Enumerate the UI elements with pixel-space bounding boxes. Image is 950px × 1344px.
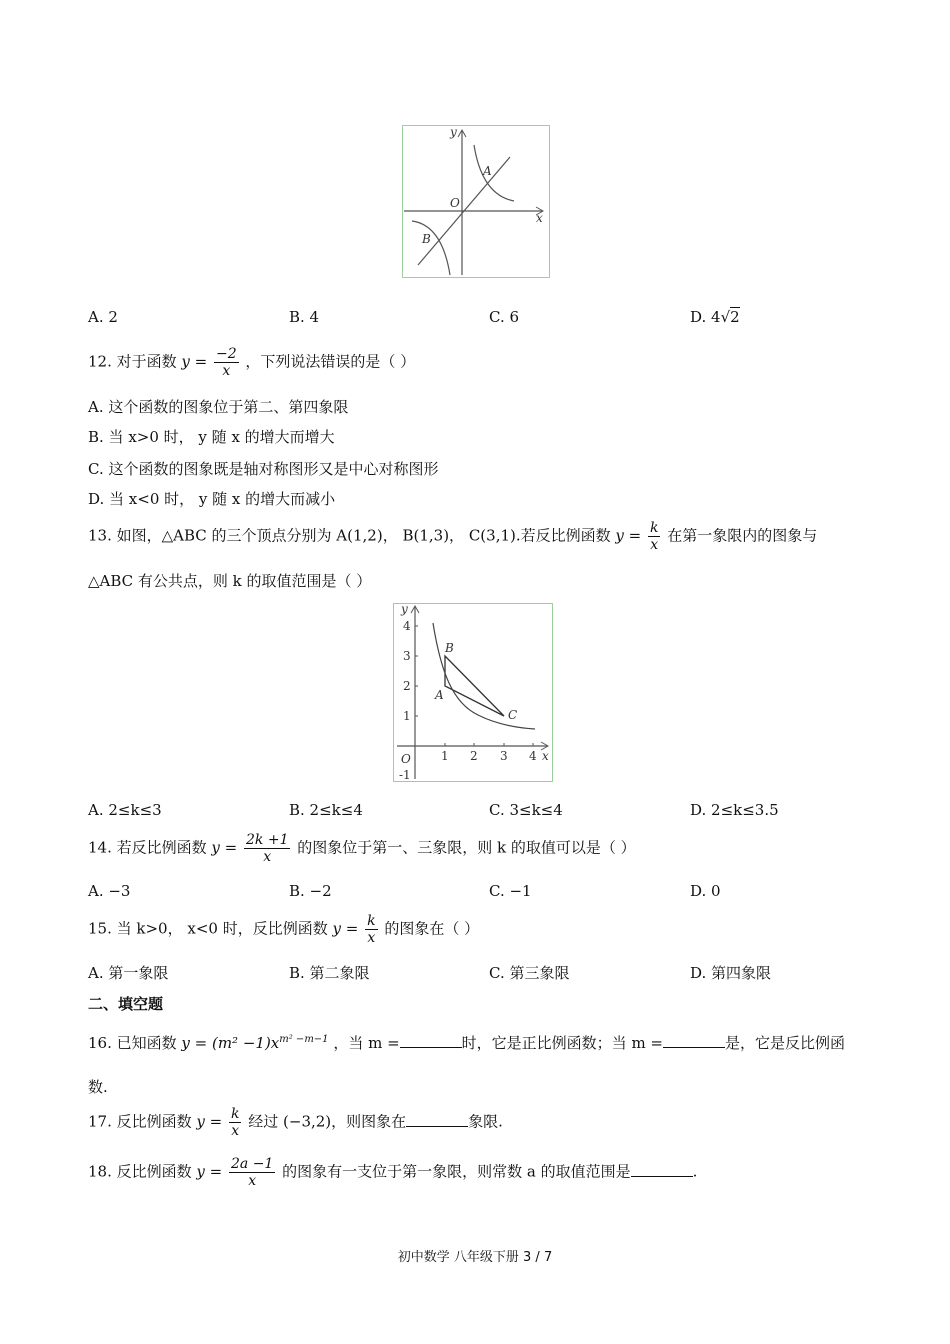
y-tick-label-4: 4 [403,619,411,633]
q13-numerator: k [650,520,659,536]
q12-prefix: 12. 对于函数 [88,352,177,371]
y-tick-label-2: 2 [403,679,411,693]
q17-fraction [229,1106,241,1139]
q17-mid: 经过 (−3,2)，则图象在 [248,1112,407,1131]
point-a-label: A [435,688,444,702]
q15-stem [88,913,479,946]
point-b-label: B [422,232,431,246]
x-axis-label: x [542,749,549,763]
figure-border [403,126,550,278]
q14-fraction [244,832,290,865]
q15-suffix: 的图象在（ ） [384,919,480,938]
q15-option-b: B. 第二象限 [289,964,370,982]
q13-option-b: B. 2≤k≤4 [289,801,363,819]
q11-option-c: C. 6 [489,308,520,326]
q13-fraction [648,520,660,553]
q17-blank[interactable] [406,1112,468,1127]
q18-func-y: y = [196,1162,223,1181]
x-tick-label-1: 1 [441,749,449,763]
x-tick-label-2: 2 [470,749,478,763]
q15-denominator: x [367,930,376,946]
q16-blank-1[interactable] [400,1033,462,1048]
q12-suffix: ，下列说法错误的是（ ） [245,352,416,371]
q17-prefix: 17. 反比例函数 [88,1112,192,1131]
y-tick-label-1: 1 [403,709,411,723]
q12-fraction [214,346,239,379]
q17-denominator: x [231,1123,240,1139]
origin-label: O [450,196,460,210]
figure-triangle-abc [393,603,553,783]
x-tick-label-3: 3 [500,749,508,763]
point-b-label: B [445,641,454,655]
q18-mid: 的图象有一支位于第一象限，则常数 a 的取值范围是 [282,1162,631,1181]
y-tick-label-neg1: -1 [399,768,411,782]
hyperbola-branch-3 [412,221,450,275]
q13-denominator: x [650,537,659,553]
q14-option-b: B. −2 [289,882,332,900]
q15-prefix: 15. 当 k>0， x<0 时，反比例函数 [88,919,328,938]
q18-numerator: 2a −1 [231,1156,274,1172]
page-footer: 初中数学 八年级下册 3 / 7 [397,1250,553,1265]
q12-option-d: D. 当 x<0 时， y 随 x 的增大而减小 [88,490,336,508]
q17-suffix: 象限. [468,1112,503,1131]
q18-stem [88,1156,697,1189]
figure-hyperbola-line [402,125,550,279]
q13-stem-line1 [88,520,817,553]
q12-func-y: y = [181,352,208,371]
q16-suffix: 是，它是反比例函 [725,1034,846,1052]
q16-func: y = (m² −1)x [181,1034,280,1052]
q13-option-c: C. 3≤k≤4 [489,801,563,819]
q13-line1-prefix: 13. 如图，△ABC 的三个顶点分别为 A(1,2)， B(1,3)， C(3,1).若反比例函数 [88,526,611,545]
q14-stem [88,832,636,865]
q14-option-d: D. 0 [690,882,721,900]
x-tick-label-4: 4 [529,749,537,763]
q11-option-a: A. 2 [88,308,118,326]
q17-stem [88,1106,503,1139]
triangle-abc [445,656,504,716]
y-tick-label-3: 3 [403,649,411,663]
q15-option-d: D. 第四象限 [690,964,772,982]
q18-denominator: x [248,1173,257,1189]
q18-fraction [229,1156,275,1189]
point-c-label: C [508,708,518,722]
q17-numerator: k [231,1106,240,1122]
q12-stem [88,346,415,379]
q12-numerator: −2 [216,346,237,362]
q16-blank-2[interactable] [663,1033,725,1048]
q15-fraction [365,913,377,946]
q16-stem-line2: 数. [88,1078,108,1096]
q13-line1-suffix: 在第一象限内的图象与 [667,526,818,545]
q14-numerator: 2k +1 [246,832,289,848]
q16-stem [88,1032,845,1053]
q18-blank[interactable] [631,1162,693,1177]
y-axis-label: y [450,125,457,139]
q13-option-d: D. 2≤k≤3.5 [690,801,779,819]
q15-option-c: C. 第三象限 [489,964,570,982]
q13-func-y: y = [615,526,642,545]
q11-option-d-radicand: 2 [730,308,740,326]
q14-option-a: A. −3 [88,882,131,900]
q13-option-a: A. 2≤k≤3 [88,801,162,819]
section-title-fill-in: 二、填空题 [88,995,164,1013]
q17-func-y: y = [196,1112,223,1131]
x-axis-label: x [536,211,543,225]
q14-denominator: x [263,849,272,865]
q16-mid1: ，当 m = [333,1034,400,1052]
q12-option-c: C. 这个函数的图象既是轴对称图形又是中心对称图形 [88,460,439,478]
q15-func-y: y = [332,919,359,938]
q14-suffix: 的图象位于第一、三象限，则 k 的取值可以是（ ） [297,838,636,857]
q11-option-d [690,308,740,326]
q16-mid2: 时，它是正比例函数；当 m = [461,1034,664,1052]
point-a-label: A [483,164,492,178]
sqrt-symbol: √ [720,308,731,326]
q18-suffix: . [692,1162,698,1181]
q15-option-a: A. 第一象限 [88,964,169,982]
q12-denominator: x [222,363,231,379]
q14-func-y: y = [211,838,238,857]
q11-option-d-prefix: D. 4 [690,308,721,326]
q15-numerator: k [367,913,376,929]
q12-option-b: B. 当 x>0 时， y 随 x 的增大而增大 [88,428,335,446]
q12-option-a: A. 这个函数的图象位于第二、第四象限 [88,398,349,416]
q11-option-b: B. 4 [289,308,320,326]
q18-prefix: 18. 反比例函数 [88,1162,192,1181]
q16-prefix: 16. 已知函数 [88,1034,177,1052]
hyperbola-curve [433,623,535,729]
y-axis-label: y [401,603,408,616]
q13-stem-line2: △ABC 有公共点，则 k 的取值范围是（ ） [88,572,372,590]
q14-prefix: 14. 若反比例函数 [88,838,207,857]
q16-exponent: m² −m−1 [279,1034,329,1045]
origin-label: O [401,752,411,766]
q14-option-c: C. −1 [489,882,532,900]
